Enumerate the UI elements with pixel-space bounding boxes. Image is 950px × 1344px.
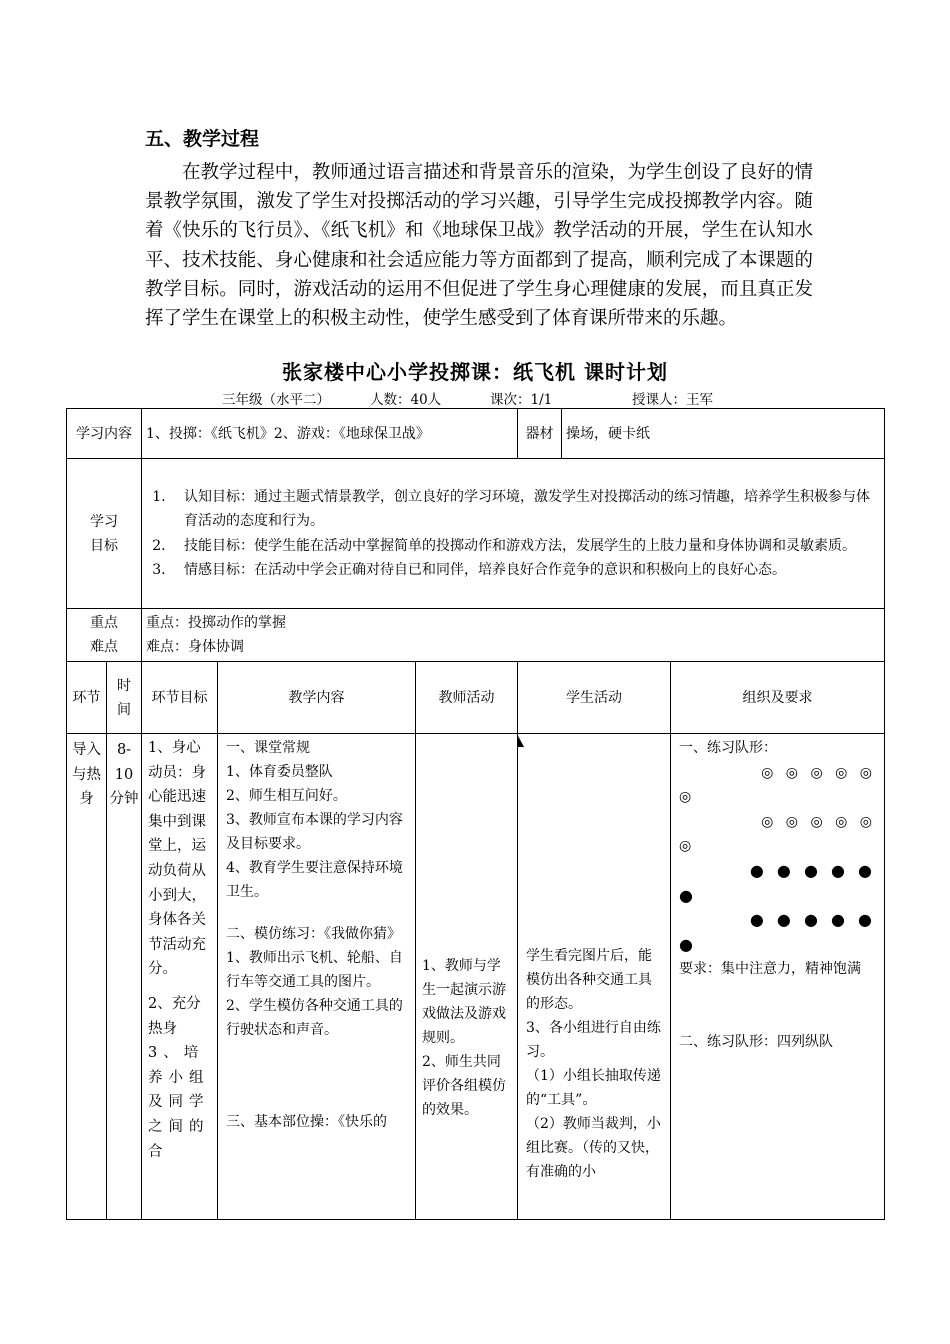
- content-cell: [218, 734, 416, 1220]
- formation-row-hollow: ◎ ◎ ◎ ◎ ◎: [761, 813, 876, 830]
- goal-item: 3. 情感目标：在活动中学会正确对待自已和同伴，培养良好合作竞争的意识和积极向上的良好心态。: [170, 558, 880, 582]
- formation-row-hollow: ◎ ◎ ◎ ◎ ◎: [761, 764, 876, 781]
- student-activity: 3、各小组进行自由练习。: [526, 1020, 661, 1060]
- formation-row-solid: ● ● ● ● ●: [749, 860, 876, 880]
- header-teacher: 教师活动: [416, 662, 518, 734]
- formation-row-hollow-end: ◎: [679, 789, 692, 806]
- student-activity: （1）小组长抽取传递的“工具”。: [526, 1068, 661, 1108]
- meta-count: 人数：40人: [370, 392, 442, 408]
- plan-title: 张家楼中心小学投掷课：纸飞机 课时计划: [282, 360, 668, 384]
- equipment-label: 器材: [518, 409, 562, 459]
- lesson-plan-table: [66, 408, 885, 1220]
- goals-list: [146, 485, 880, 583]
- header-student: 学生活动: [518, 662, 671, 734]
- header-org: 组织及要求: [671, 662, 885, 734]
- formation-row-solid: ● ● ● ● ●: [749, 910, 876, 930]
- stage-cell: 导入与热身: [67, 734, 107, 1220]
- content-line: 2、师生相互问好。: [226, 788, 347, 804]
- org-cell: [671, 734, 885, 1220]
- student-activity-cell: [518, 734, 671, 1220]
- key-label: [67, 609, 142, 662]
- header-goal: 环节目标: [142, 662, 218, 734]
- org-title-1: 一、练习队形：: [679, 740, 777, 756]
- header-content: 教学内容: [218, 662, 416, 734]
- teacher-activity-cell: [416, 734, 518, 1220]
- goals-cell: [142, 459, 885, 609]
- arrow-line: [518, 744, 519, 1218]
- content-line: 3、教师宣布本课的学习内容及目标要求。: [226, 812, 403, 852]
- intro-paragraph: 在教学过程中，教师通过语言描述和背景音乐的渲染，为学生创设了良好的情景教学氛围，激发了学生对投掷活动的学习兴趣，引导学生完成投掷教学内容。随着《快乐的飞行员》、《纸飞机》和《地球保卫战》教学活动的开展，学生在认知水平、技术技能、身心健康和社会适应能力等方面都到了提高，顺利完成了本课题的教学目标。同时，游戏活动的运用不但促进了学生身心理健康的发展，而且真正发挥了学生在课堂上的积极主动性，使学生感受到了体育课所带来的乐趣。: [145, 162, 813, 330]
- content-line: 1、教师出示飞机、轮船、自行车等交通工具的图片。: [226, 950, 403, 990]
- goal-text-1: 1、身心动员：身心能迅速集中到课堂上，运动负荷从小到大，身体各关节活动充分。: [148, 740, 206, 978]
- content-line: 三、基本部位操：《快乐的: [226, 1114, 387, 1130]
- meta-grade: 三年级（水平二）: [222, 392, 330, 408]
- goals-label-text: 学习目标: [90, 513, 118, 554]
- org-title-2: 二、练习队形：四列纵队: [679, 1033, 833, 1050]
- meta-teacher: 授课人：王军: [632, 392, 713, 408]
- org-requirement: 要求：集中注意力，精神饱满: [679, 961, 861, 978]
- section-heading: 五、教学过程: [145, 128, 260, 150]
- goals-label: [67, 459, 142, 609]
- goal-item: 1. 认知目标：通过主题式情景教学，创立良好的学习环境，激发学生对投掷活动的练习情趣，培养学生积极参与体育活动的态度和行为。: [170, 485, 880, 534]
- teacher-activity: 1、教师与学生一起演示游戏做法及游戏规则。: [422, 958, 506, 1046]
- header-stage: 环节: [67, 662, 107, 734]
- content-label: 学习内容: [67, 409, 142, 459]
- content-line: 2、学生模仿各种交通工具的行驶状态和声音。: [226, 998, 403, 1038]
- time-cell: 8-10分钟: [107, 734, 142, 1220]
- key-label-text: 重点难点: [90, 615, 118, 655]
- key-point: 重点：投掷动作的掌握: [146, 615, 286, 631]
- content-line: 一、课堂常规: [226, 740, 310, 756]
- key-cell: [142, 609, 885, 662]
- content-line: 1、体育委员整队: [226, 764, 333, 780]
- formation-row-solid-end: ●: [679, 885, 693, 905]
- formation-row-solid-end: ●: [679, 934, 693, 954]
- meta-lesson: 课次：1/1: [490, 392, 553, 408]
- equipment-value: 操场，硬卡纸: [562, 409, 885, 459]
- content-value: 1、投掷：《纸飞机》2、游戏：《地球保卫战》: [142, 409, 518, 459]
- content-line: 二、模仿练习：《我做你猜》: [226, 926, 401, 942]
- student-activity: （2）教师当裁判，小组比赛。（传的又快，有准确的小: [526, 1116, 661, 1180]
- student-activity: 学生看完图片后，能模仿出各种交通工具的形态。: [526, 948, 652, 1012]
- goal-cell: [142, 734, 218, 1220]
- difficulty: 难点：身体协调: [146, 639, 244, 655]
- header-time: 时间: [107, 662, 142, 734]
- goal-text-3: 3、培养小组及同学之间的合: [148, 1045, 210, 1160]
- arrow-up-icon: [518, 734, 525, 747]
- formation-row-hollow-end: ◎: [679, 838, 692, 855]
- goal-text-2: 2、充分热身: [148, 995, 201, 1037]
- goal-item: 2. 技能目标：使学生能在活动中掌握简单的投掷动作和游戏方法，发展学生的上肢力量和身体协调和灵敏素质。: [170, 534, 880, 558]
- teacher-activity: 2、师生共同评价各组模仿的效果。: [422, 1054, 506, 1118]
- content-line: 4、教育学生要注意保持环境卫生。: [226, 860, 403, 900]
